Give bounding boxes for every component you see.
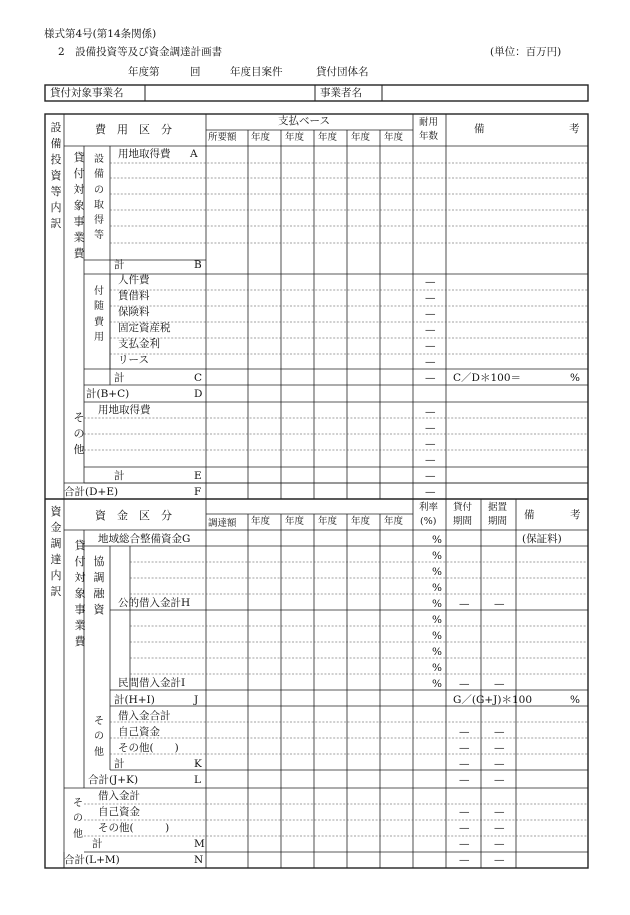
life-dash: —: [425, 470, 436, 482]
s2-remarks-header-1: 備: [524, 509, 535, 521]
rate-pct: %: [432, 534, 442, 546]
life-dash: —: [425, 422, 436, 434]
code-e: E: [194, 470, 202, 482]
s2-other-group-label: その他: [94, 716, 104, 758]
total-n-label: 合計(L+M): [64, 854, 120, 866]
private-loan-i-row: 民間借入金計I: [118, 677, 186, 689]
loan-period-dash: —: [459, 838, 470, 850]
loan-period-dash: —: [459, 822, 470, 834]
s2-year-header-2: 年度: [285, 516, 305, 527]
s2-year-header-4: 年度: [351, 516, 371, 527]
grace-period-dash: —: [494, 598, 505, 610]
loan-period-dash: —: [459, 726, 470, 738]
rate-pct: %: [432, 662, 442, 674]
loan-period-dash: —: [459, 598, 470, 610]
lease-row: リース: [118, 354, 149, 366]
form-title: 2 設備投資等及び資金調達計画書: [58, 46, 223, 58]
life-dash: —: [425, 292, 436, 304]
grace-period-dash: —: [494, 854, 505, 866]
code-j: J: [194, 694, 199, 706]
own-fund-row: 自己資金: [118, 726, 160, 738]
interest-row: 支払金利: [118, 338, 160, 350]
rate-pct: %: [432, 614, 442, 626]
life-dash: —: [425, 406, 436, 418]
s1-category-header: 費 用 区 分: [95, 123, 172, 136]
year-case-label: 年度目案件: [230, 66, 283, 78]
life-dash: —: [425, 276, 436, 288]
s1-remarks-header-1: 備: [474, 123, 485, 135]
grace-period-dash: —: [494, 822, 505, 834]
s1-year-header-2: 年度: [285, 132, 305, 143]
total-f-label: 合計(D+E): [64, 486, 119, 498]
other-fund2-row: その他( ): [98, 822, 170, 834]
s2-year-header-3: 年度: [318, 516, 338, 527]
s1-year-header-4: 年度: [351, 132, 371, 143]
subtotal-b-label: 計: [114, 259, 125, 271]
grace-period-dash: —: [494, 774, 505, 786]
rent-row: 賃借料: [118, 290, 150, 302]
land-cost-other-row: 用地取得費: [98, 404, 151, 416]
s1-year-header-1: 年度: [251, 132, 271, 143]
insurance-row: 保険料: [118, 306, 150, 318]
s2-rate-header-1: 利率: [419, 502, 439, 513]
s1-remarks-header-2: 考: [569, 123, 580, 135]
life-dash: —: [425, 438, 436, 450]
rate-pct: %: [432, 678, 442, 690]
s2-other2-group-label: その他: [73, 798, 83, 840]
code-f: F: [194, 486, 202, 498]
ratio-c-d-pct: %: [570, 372, 580, 384]
loan-period-dash: —: [459, 758, 470, 770]
loan-period-dash: —: [459, 854, 470, 866]
code-d: D: [194, 388, 203, 400]
target-project-label: 貸付対象事業名: [50, 87, 124, 99]
code-n: N: [194, 854, 204, 866]
s2-grace-period-header-1: 据置: [488, 502, 508, 513]
s2-rate-header-2: (%): [420, 516, 437, 527]
loan-total2-row: 借入金計: [98, 790, 140, 802]
section2-side-label: 資金調達内訳: [50, 505, 62, 598]
s1-payment-basis-header: 支払ベース: [278, 115, 330, 127]
grace-period-dash: —: [494, 678, 505, 690]
rate-pct: %: [432, 566, 442, 578]
rate-pct: %: [432, 598, 442, 610]
rate-pct: %: [432, 550, 442, 562]
s2-target-group-label: 貸付対象事業費: [74, 539, 86, 648]
s1-life-header-2: 年数: [419, 131, 439, 142]
code-a: A: [190, 148, 198, 160]
s2-amount-header: 調達額: [208, 518, 237, 529]
s2-grace-period-header-2: 期間: [488, 516, 508, 527]
code-m: M: [194, 838, 205, 850]
s2-year-header-5: 年度: [384, 516, 404, 527]
grace-period-dash: —: [494, 758, 505, 770]
s1-year-header-5: 年度: [384, 132, 404, 143]
s1-equipment-group-label: 設備の取得等: [94, 154, 104, 242]
total-d-label: 計(B+C): [86, 388, 130, 400]
ratio-g-j-pct: %: [570, 694, 580, 706]
life-dash: —: [425, 340, 436, 352]
loan-total-row: 借入金合計: [118, 710, 171, 722]
life-dash: —: [425, 372, 436, 384]
form-number: 様式第4号(第14条関係): [44, 28, 157, 40]
operator-label: 事業者名: [320, 87, 362, 99]
loan-group-label: 貸付団体名: [316, 66, 369, 78]
s2-year-header-1: 年度: [251, 516, 271, 527]
subtotal-m-label: 計: [92, 838, 103, 850]
fixed-asset-tax-row: 固定資産税: [118, 322, 171, 334]
s2-loan-period-header-1: 貸付: [453, 502, 473, 513]
grace-period-dash: —: [494, 806, 505, 818]
s1-required-header: 所要額: [208, 132, 237, 143]
unit-label: (単位：百万円): [490, 46, 562, 58]
loan-period-dash: —: [459, 806, 470, 818]
grace-period-dash: —: [494, 838, 505, 850]
life-dash: —: [425, 356, 436, 368]
subtotal-k-label: 計: [114, 758, 125, 770]
personnel-cost-row: 人件費: [118, 274, 150, 286]
s2-remarks-header-2: 考: [570, 509, 581, 521]
code-l: L: [194, 774, 201, 786]
round-label: 回: [190, 66, 201, 78]
rate-pct: %: [432, 582, 442, 594]
code-k: K: [194, 758, 202, 770]
subtotal-c-label: 計: [114, 372, 125, 384]
regional-fund-g-row: 地域総合整備資金G: [98, 533, 191, 545]
ratio-g-j: G／(G+J)＊100: [453, 694, 533, 706]
land-cost-row: 用地取得費: [118, 148, 171, 160]
subtotal-e-label: 計: [114, 470, 125, 482]
s1-life-header-1: 耐用: [419, 117, 439, 128]
s1-other-group-label: その他: [73, 411, 85, 456]
other-fund-row: その他( ): [118, 742, 179, 754]
grace-period-dash: —: [494, 742, 505, 754]
s2-coop-loan-group-label: 協調融資: [93, 555, 105, 616]
s2-category-header: 資 金 区 分: [95, 509, 172, 522]
ratio-c-d: C／D＊100＝: [453, 372, 521, 384]
s2-loan-period-header-2: 期間: [453, 516, 473, 527]
code-c: C: [194, 372, 203, 384]
grace-period-dash: —: [494, 726, 505, 738]
life-dash: —: [425, 486, 436, 498]
subtotal-j-label: 計(H+I): [114, 694, 155, 706]
life-dash: —: [425, 324, 436, 336]
rate-pct: %: [432, 630, 442, 642]
section1-side-label: 設備投資等内訳: [50, 121, 62, 230]
life-dash: —: [425, 454, 436, 466]
life-dash: —: [425, 308, 436, 320]
year-label: 年度第: [128, 66, 160, 78]
loan-period-dash: —: [459, 774, 470, 786]
guarantee-fee-label: (保証料): [522, 533, 562, 545]
loan-period-dash: —: [459, 678, 470, 690]
s1-year-header-3: 年度: [318, 132, 338, 143]
loan-period-dash: —: [459, 742, 470, 754]
s1-attached-group-label: 付随費用: [94, 286, 104, 343]
total-l-label: 合計(J+K): [88, 774, 139, 786]
public-loan-h-row: 公的借入金計H: [118, 597, 191, 609]
s1-target-group-label: 貸付対象事業費: [73, 151, 85, 260]
code-b: B: [194, 259, 202, 271]
rate-pct: %: [432, 646, 442, 658]
own-fund2-row: 自己資金: [98, 806, 140, 818]
